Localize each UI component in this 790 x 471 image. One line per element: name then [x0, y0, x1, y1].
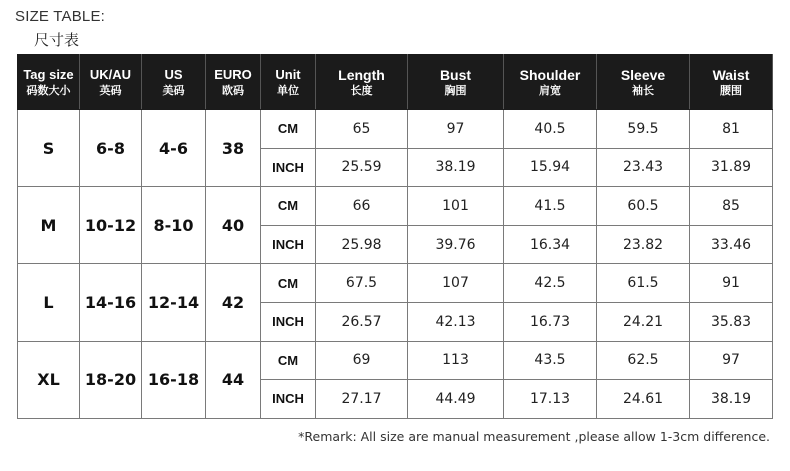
header-waist-cn: 腰围: [720, 83, 742, 97]
table-row: [18, 187, 773, 226]
unit-cell: CM: [261, 187, 316, 226]
bust-cell: 38.19: [408, 148, 504, 187]
table-row: [18, 341, 773, 380]
size-table: [17, 54, 773, 419]
uk-au-cell: 6-8: [80, 110, 142, 187]
us-cell: 4-6: [142, 110, 206, 187]
length-cell: 25.98: [316, 225, 408, 264]
header-uk-au: [80, 55, 142, 110]
length-cell: 27.17: [316, 380, 408, 419]
waist-cell: 31.89: [690, 148, 773, 187]
tag-size-cell: XL: [18, 341, 80, 418]
waist-cell: 91: [690, 264, 773, 303]
euro-cell: 40: [206, 187, 261, 264]
header-unit-en: Unit: [275, 66, 301, 82]
unit-cell: CM: [261, 264, 316, 303]
header-uk-au-cn: 英码: [99, 83, 122, 97]
header-us-en: US: [164, 66, 183, 82]
table-header-row: [18, 55, 773, 110]
bust-cell: 97: [408, 110, 504, 149]
header-length-cn: 长度: [350, 83, 373, 97]
bust-cell: 42.13: [408, 302, 504, 341]
length-cell: 26.57: [316, 302, 408, 341]
us-cell: 12-14: [142, 264, 206, 341]
sleeve-cell: 23.43: [597, 148, 690, 187]
sleeve-cell: 62.5: [597, 341, 690, 380]
euro-cell: 44: [206, 341, 261, 418]
unit-cell: CM: [261, 110, 316, 149]
bust-cell: 39.76: [408, 225, 504, 264]
bust-cell: 101: [408, 187, 504, 226]
waist-cell: 85: [690, 187, 773, 226]
header-bust-en: Bust: [439, 66, 472, 83]
sleeve-cell: 59.5: [597, 110, 690, 149]
header-shoulder-en: Shoulder: [519, 66, 581, 83]
header-tag-size-en: Tag size: [23, 66, 74, 82]
us-cell: 16-18: [142, 341, 206, 418]
remark-note: *Remark: All size are manual measurement ,please allow 1-3cm difference.: [298, 429, 770, 444]
header-us-cn: 美码: [162, 83, 185, 97]
shoulder-cell: 17.13: [504, 380, 597, 419]
euro-cell: 42: [206, 264, 261, 341]
table-row: [18, 110, 773, 149]
page-subtitle: 尺寸表: [34, 31, 80, 49]
shoulder-cell: 16.34: [504, 225, 597, 264]
header-sleeve-cn: 袖长: [632, 83, 654, 97]
waist-cell: 33.46: [690, 225, 773, 264]
header-sleeve-en: Sleeve: [620, 66, 666, 83]
shoulder-cell: 15.94: [504, 148, 597, 187]
header-shoulder: [504, 55, 597, 110]
sleeve-cell: 61.5: [597, 264, 690, 303]
header-euro-en: EURO: [214, 66, 252, 82]
length-cell: 25.59: [316, 148, 408, 187]
header-bust: [408, 55, 504, 110]
tag-size-cell: S: [18, 110, 80, 187]
uk-au-cell: 10-12: [80, 187, 142, 264]
waist-cell: 97: [690, 341, 773, 380]
header-length: [316, 55, 408, 110]
header-sleeve: [597, 55, 690, 110]
table-row: [18, 264, 773, 303]
waist-cell: 81: [690, 110, 773, 149]
euro-cell: 38: [206, 110, 261, 187]
shoulder-cell: 16.73: [504, 302, 597, 341]
header-tag-size: [18, 55, 80, 110]
page-title: SIZE TABLE:: [15, 8, 106, 25]
unit-cell: INCH: [261, 302, 316, 341]
header-tag-size-cn: 码数大小: [26, 83, 71, 97]
bust-cell: 113: [408, 341, 504, 380]
tag-size-cell: M: [18, 187, 80, 264]
shoulder-cell: 43.5: [504, 341, 597, 380]
length-cell: 65: [316, 110, 408, 149]
unit-cell: CM: [261, 341, 316, 380]
header-shoulder-cn: 肩宽: [539, 83, 561, 97]
length-cell: 69: [316, 341, 408, 380]
unit-cell: INCH: [261, 225, 316, 264]
header-waist: [690, 55, 773, 110]
shoulder-cell: 41.5: [504, 187, 597, 226]
us-cell: 8-10: [142, 187, 206, 264]
shoulder-cell: 40.5: [504, 110, 597, 149]
waist-cell: 35.83: [690, 302, 773, 341]
tag-size-cell: L: [18, 264, 80, 341]
unit-cell: INCH: [261, 380, 316, 419]
bust-cell: 107: [408, 264, 504, 303]
length-cell: 66: [316, 187, 408, 226]
uk-au-cell: 18-20: [80, 341, 142, 418]
header-unit-cn: 单位: [277, 83, 299, 97]
length-cell: 67.5: [316, 264, 408, 303]
uk-au-cell: 14-16: [80, 264, 142, 341]
unit-cell: INCH: [261, 148, 316, 187]
shoulder-cell: 42.5: [504, 264, 597, 303]
header-length-en: Length: [338, 66, 385, 83]
header-uk-au-en: UK/AU: [89, 66, 132, 82]
header-waist-en: Waist: [712, 66, 750, 83]
header-euro: [206, 55, 261, 110]
header-bust-cn: 胸围: [444, 83, 467, 97]
header-us: [142, 55, 206, 110]
sleeve-cell: 24.21: [597, 302, 690, 341]
header-unit: [261, 55, 316, 110]
bust-cell: 44.49: [408, 380, 504, 419]
sleeve-cell: 60.5: [597, 187, 690, 226]
header-euro-cn: 欧码: [222, 83, 244, 97]
waist-cell: 38.19: [690, 380, 773, 419]
sleeve-cell: 23.82: [597, 225, 690, 264]
sleeve-cell: 24.61: [597, 380, 690, 419]
